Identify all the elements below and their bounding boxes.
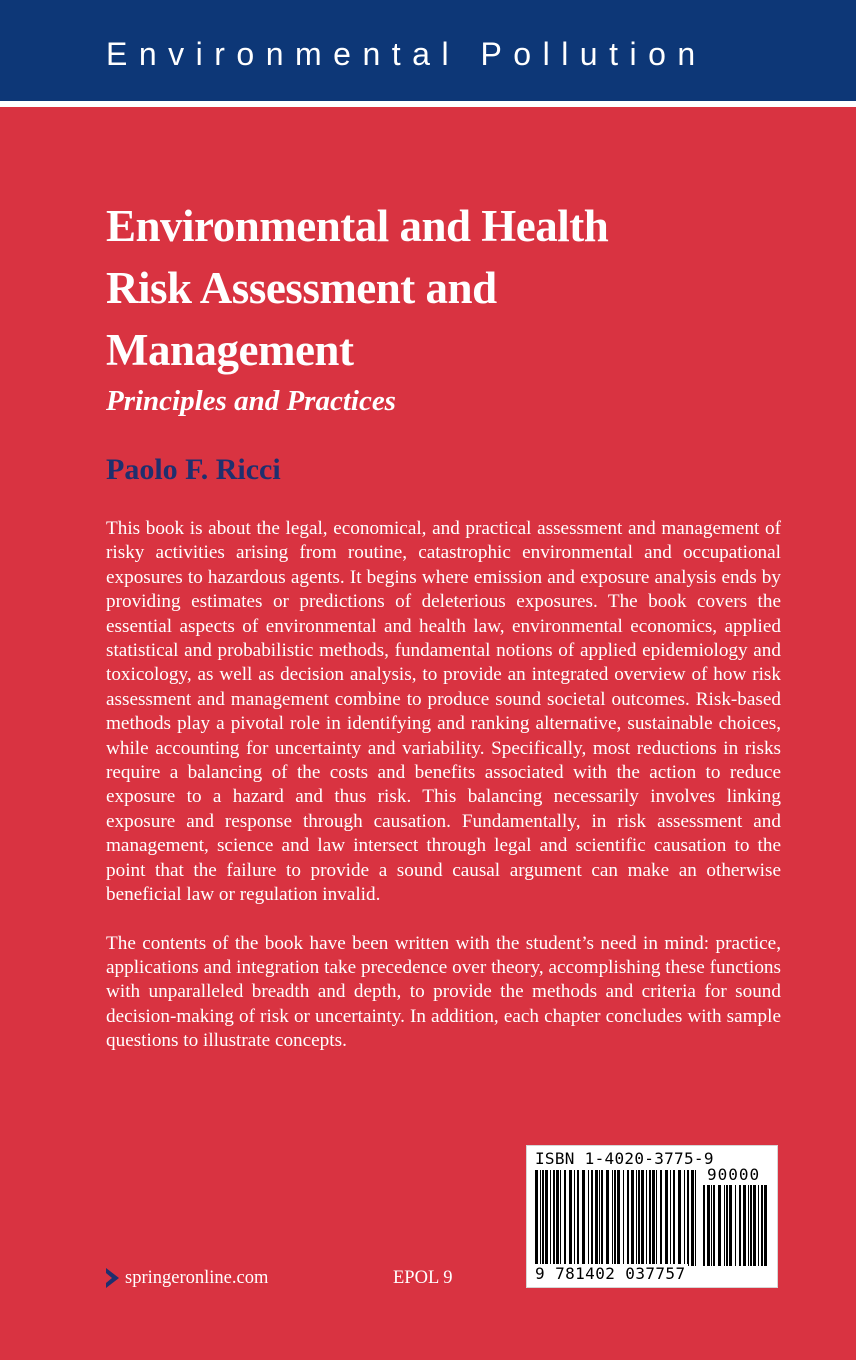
barcode-bar (764, 1185, 767, 1266)
description-paragraph: The contents of the book have been written with the student’s need in mind: practice, applications and integration take precedence over theory, accomplishing these functions with unparalleled breadth and depth, to provide the methods and criteria for sound decision-making of risk or uncertainty. In addition, each chapter concludes with sample questions to illustrate concepts. (106, 932, 781, 1052)
book-title-line: Management (106, 325, 354, 375)
barcode-bar (743, 1185, 746, 1266)
barcode-bar (564, 1170, 566, 1266)
description-paragraph: This book is about the legal, economical, and practical assessment and management of risky activities arising from routine, catastrophic environmental and occupational exposures to hazardous agents. It begins where emission and exposure analysis ends by providing estimates or predictions of deleterious exposures. The book covers the essential aspects of environmental and health law, environmental economics, applied statistical and probabilistic methods, fundamental notions of applied epidemiology and toxicology, as well as decision analysis, to provide an integrated overview of how risk assessment and management combine to produce sound societal outcomes. Risk-based methods play a pivotal role in identifying and ranking alternative, sustainable choices, while accounting for uncertainty and variability. Specifically, most reductions in risks require a balancing of the costs and benefits associated with the action to reduce exposure to a hazard and thus risk. This balancing necessarily involves linking exposure and response through causation. Fundamentally, in risk assessment and management, science and law intersect through legal and scientific causation to the point that the failure to provide a sound causal argument can make an otherwise beneficial law or regulation invalid. (106, 518, 781, 906)
barcode-bar (711, 1185, 712, 1266)
series-title: Environmental Pollution (106, 36, 707, 72)
barcode-bar (550, 1170, 551, 1266)
barcode-bar (729, 1185, 732, 1266)
barcode-bar (623, 1170, 624, 1266)
isbn-label: ISBN 1-4020-3775-9 (535, 1149, 714, 1168)
barcode-bar (638, 1170, 640, 1266)
book-title-line: Environmental and Health (106, 201, 609, 251)
author-name: Paolo F. Ricci (106, 453, 281, 486)
barcode-bar (606, 1170, 609, 1266)
barcode-bar (595, 1170, 598, 1266)
barcode-bar (687, 1170, 689, 1266)
barcode-bar (617, 1170, 620, 1266)
barcode-bar (636, 1170, 637, 1266)
barcode-bar (535, 1170, 538, 1266)
barcode-bar (574, 1170, 575, 1266)
barcode-bar (560, 1170, 561, 1266)
barcode-bar (599, 1170, 600, 1266)
barcode-bar (748, 1185, 749, 1266)
barcode-bar (545, 1170, 548, 1266)
barcode-bar (691, 1170, 694, 1266)
addon-barcode-bars (703, 1185, 771, 1266)
barcode-bar (695, 1170, 696, 1266)
price-addon-label: 90000 (707, 1165, 761, 1184)
barcode-bar (540, 1170, 541, 1266)
barcode-bar (678, 1170, 681, 1266)
chevron-right-icon (106, 1268, 119, 1288)
barcode-bar (673, 1170, 675, 1266)
barcode-bar (588, 1170, 589, 1266)
barcode-bar (660, 1170, 662, 1266)
barcode-bar (649, 1170, 651, 1266)
barcode-bar (707, 1185, 710, 1266)
ean-barcode-bars (535, 1170, 699, 1266)
publisher-url[interactable]: springeronline.com (125, 1268, 269, 1288)
barcode-bar (724, 1185, 725, 1266)
barcode-bar (652, 1170, 655, 1266)
barcode-bar (582, 1170, 585, 1266)
barcode-bar (665, 1170, 668, 1266)
barcode-bar (641, 1170, 644, 1266)
isbn-barcode (526, 1145, 778, 1288)
barcode-bar (569, 1170, 572, 1266)
barcode-bar (750, 1185, 752, 1266)
barcode-bar (753, 1185, 756, 1266)
barcode-bar (670, 1170, 671, 1266)
barcode-bar (577, 1170, 579, 1266)
barcode-bar (542, 1170, 544, 1266)
barcode-bar (703, 1185, 705, 1266)
barcode-bar (713, 1185, 715, 1266)
barcode-bar (601, 1170, 603, 1266)
header-divider (0, 101, 856, 107)
book-subtitle: Principles and Practices (106, 385, 396, 417)
barcode-bar (553, 1170, 555, 1266)
barcode-bar (684, 1170, 685, 1266)
book-title (106, 195, 806, 381)
barcode-bar (726, 1185, 728, 1266)
barcode-bar (614, 1170, 616, 1266)
book-title-line: Risk Assessment and (106, 263, 497, 313)
barcode-bar (758, 1185, 759, 1266)
barcode-bar (656, 1170, 657, 1266)
barcode-bar (556, 1170, 559, 1266)
barcode-bar (718, 1185, 721, 1266)
ean-number: 9 781402 037757 (535, 1264, 686, 1283)
barcode-bar (761, 1185, 763, 1266)
barcode-bar (646, 1170, 647, 1266)
barcode-bar (631, 1170, 634, 1266)
barcode-bar (739, 1185, 741, 1266)
barcode-bar (612, 1170, 613, 1266)
series-code: EPOL 9 (393, 1268, 453, 1288)
barcode-bar (627, 1170, 629, 1266)
barcode-bar (591, 1170, 593, 1266)
barcode-bar (735, 1185, 736, 1266)
book-description (106, 517, 781, 1054)
